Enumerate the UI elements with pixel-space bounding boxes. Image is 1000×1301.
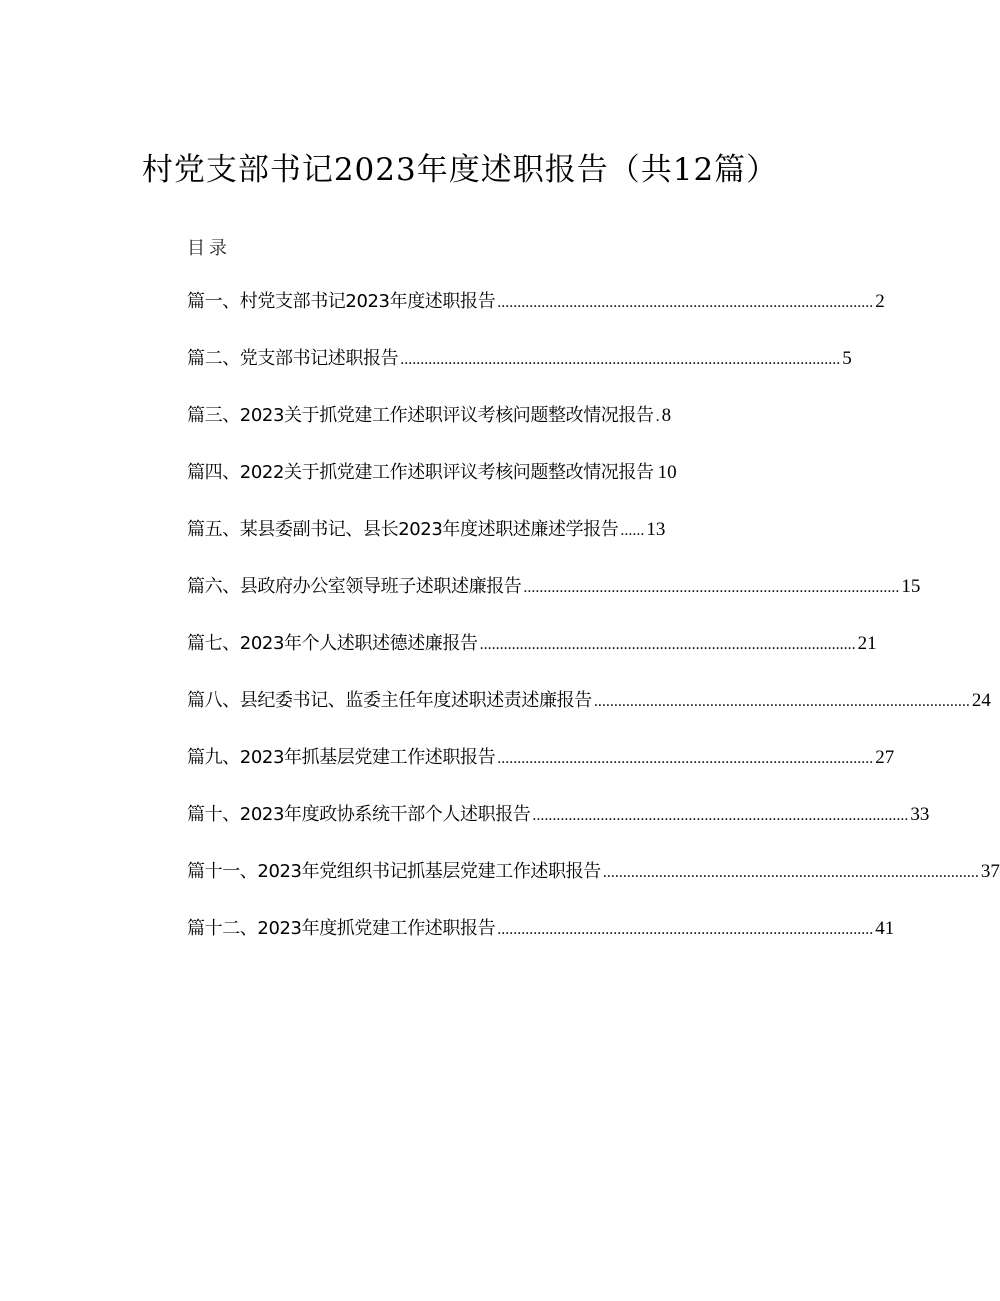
toc-entry[interactable] [187, 286, 885, 343]
toc-entry-page-number: 27 [875, 747, 895, 768]
toc-entry-leader: .............................................................................................. [593, 693, 970, 710]
toc-entry[interactable] [187, 457, 781, 514]
toc-entry-page-number: 13 [646, 519, 666, 540]
toc-entry-label: 篇二、党支部书记述职报告 [187, 348, 399, 369]
toc-entry-leader: .............................................................................................. [497, 921, 874, 938]
toc-entry-page-number: 5 [842, 348, 852, 369]
toc-entry[interactable] [187, 799, 930, 856]
toc-entry-page-number: 8 [661, 405, 672, 426]
toc-entry-page-number: 15 [901, 576, 921, 597]
toc-entry-label: 篇十、2023年度政协系统干部个人述职报告 [187, 804, 531, 825]
toc-entry[interactable] [187, 514, 781, 571]
toc-entry-label: 篇五、某县委副书记、县长2023年度述职述廉述学报告 [187, 519, 619, 540]
toc-heading: 目录 [187, 238, 231, 259]
toc-entry-label: 篇九、2023年抓基层党建工作述职报告 [187, 747, 496, 768]
toc-entry-leader: ...... [620, 522, 645, 539]
toc-entry-leader: .............................................................................................. [497, 750, 874, 767]
toc-entry[interactable] [187, 343, 852, 400]
toc-entry-label: 篇三、2023关于抓党建工作述职评议考核问题整改情况报告 [187, 405, 654, 426]
toc-entry-page-number: 10 [657, 462, 677, 483]
document-title: 村党支部书记2023年度述职报告（共12篇） [141, 152, 779, 188]
toc-entry-label: 篇六、县政府办公室领导班子述职述廉报告 [187, 576, 522, 597]
toc-entry[interactable] [187, 913, 895, 970]
toc-entry[interactable] [187, 685, 991, 742]
toc-entry-label: 篇七、2023年个人述职述德述廉报告 [187, 633, 478, 654]
toc-entry[interactable] [187, 571, 921, 628]
toc-entry-label: 篇十二、2023年度抓党建工作述职报告 [187, 918, 496, 939]
toc-entry-page-number: 24 [971, 690, 991, 711]
table-of-contents [187, 286, 1000, 970]
toc-entry-leader: .............................................................................................. [532, 807, 909, 824]
toc-entry-leader: .............................................................................................. [479, 636, 856, 653]
toc-entry[interactable] [187, 400, 781, 457]
toc-entry-leader: . [655, 408, 660, 425]
toc-entry-page-number: 21 [857, 633, 877, 654]
toc-entry-page-number: 33 [910, 804, 930, 825]
toc-entry-leader: .............................................................................................................. [400, 351, 841, 368]
toc-entry-label: 篇八、县纪委书记、监委主任年度述职述责述廉报告 [187, 690, 592, 711]
toc-entry-label: 篇四、2022关于抓党建工作述职评议考核问题整改情况报告 [187, 462, 654, 483]
toc-entry-leader: .............................................................................................. [602, 864, 979, 881]
toc-entry[interactable] [187, 856, 1000, 913]
toc-entry[interactable] [187, 742, 895, 799]
toc-entry-label: 篇一、村党支部书记2023年度述职报告 [187, 291, 496, 312]
toc-entry[interactable] [187, 628, 877, 685]
toc-entry-label: 篇十一、2023年党组织书记抓基层党建工作述职报告 [187, 861, 601, 882]
toc-entry-leader: .............................................................................................. [497, 294, 874, 311]
toc-entry-leader: .............................................................................................. [523, 579, 900, 596]
toc-entry-page-number: 41 [875, 918, 895, 939]
toc-entry-page-number: 37 [980, 861, 1000, 882]
toc-entry-page-number: 2 [875, 291, 885, 312]
